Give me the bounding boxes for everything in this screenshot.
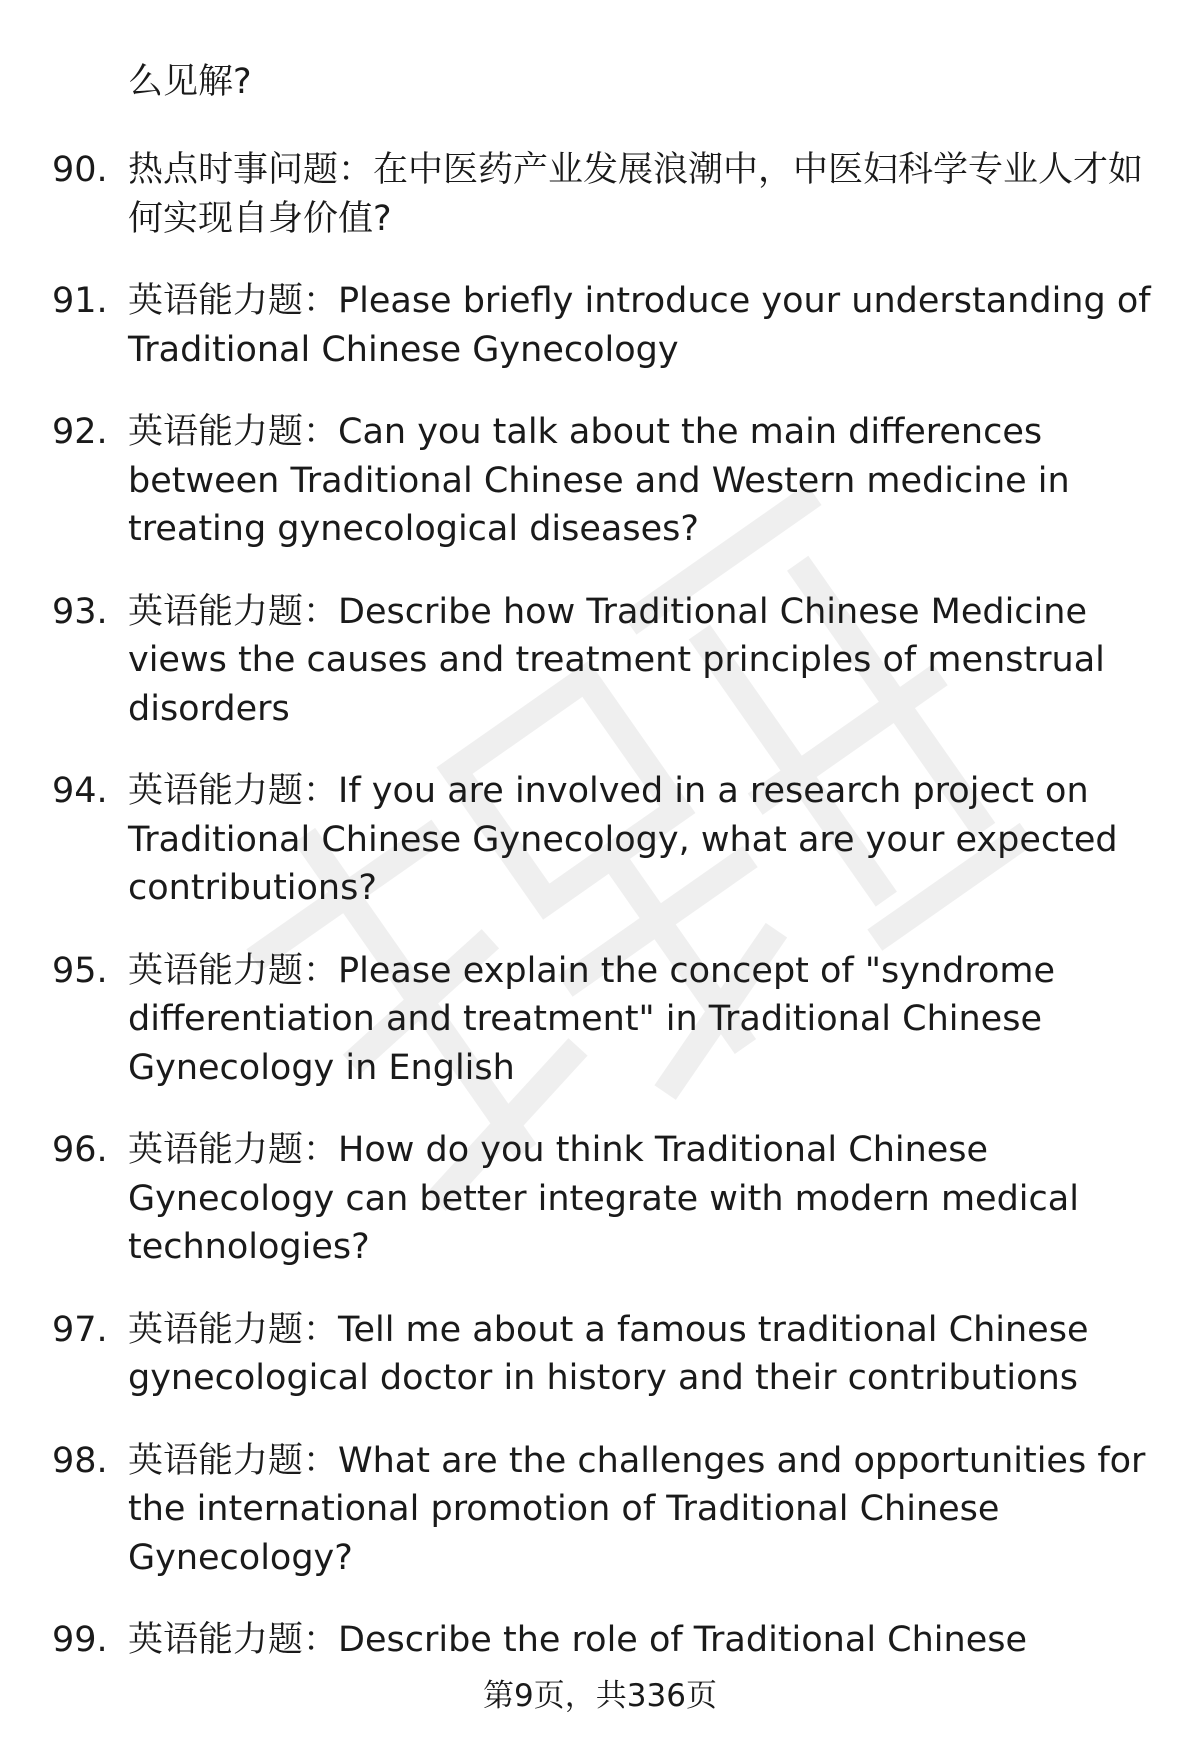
page-footer: 第9页，共336页 <box>483 1678 717 1714</box>
question-number: 90. <box>52 150 108 190</box>
continuation-text: 么见解? <box>128 62 252 102</box>
question-number: 93. <box>52 591 108 632</box>
question-text: How do you think Traditional Chinese Gynecology can better integrate with modern medical technologies? <box>128 1130 1079 1267</box>
question-item <box>0 947 1200 1093</box>
question-category: 热点时事问题： <box>128 150 374 190</box>
question-item <box>0 588 1200 734</box>
question-category: 英语能力题： <box>128 281 339 321</box>
question-item <box>0 408 1200 554</box>
question-category: 英语能力题： <box>128 950 339 991</box>
question-item <box>0 767 1200 913</box>
question-number: 94. <box>52 771 108 811</box>
question-category: 英语能力题： <box>128 412 339 452</box>
question-category: 英语能力题： <box>128 1130 339 1170</box>
question-category: 英语能力题： <box>128 1620 339 1660</box>
question-number: 97. <box>52 1309 108 1350</box>
question-text: What are the challenges and opportunities for the international promotion of Traditional Chinese Gynecology? <box>128 1440 1146 1578</box>
question-item <box>0 1126 1200 1272</box>
question-number: 96. <box>52 1130 108 1170</box>
question-number: 91. <box>52 281 108 321</box>
question-category: 英语能力题： <box>128 591 339 632</box>
question-text: Describe the role of Traditional Chinese <box>338 1620 1027 1660</box>
question-item <box>0 1306 1200 1403</box>
question-text: If you are involved in a research project on Traditional Chinese Gynecology, what are your expected contributions? <box>128 771 1118 908</box>
question-number: 92. <box>52 412 108 452</box>
question-text: Please explain the concept of "syndrome differentiation and treatment" in Traditional Chinese Gynecology in English <box>128 950 1055 1088</box>
question-item <box>0 277 1200 374</box>
question-text: Please briefly introduce your understanding of Traditional Chinese Gynecology <box>128 281 1151 370</box>
question-text: Tell me about a famous traditional Chinese gynecological doctor in history and their contributions <box>128 1309 1089 1398</box>
question-text: Describe how Traditional Chinese Medicine views the causes and treatment principles of menstrual disorders <box>128 591 1105 729</box>
question-item <box>0 1616 1200 1665</box>
question-category: 英语能力题： <box>128 1309 339 1350</box>
question-text: Can you talk about the main differences between Traditional Chinese and Western medicine in treating gynecological diseases? <box>128 412 1070 549</box>
question-category: 英语能力题： <box>128 771 339 811</box>
question-number: 98. <box>52 1440 108 1481</box>
question-category: 英语能力题： <box>128 1440 339 1481</box>
question-item <box>0 1437 1200 1583</box>
question-list <box>0 146 1200 1699</box>
question-text: 在中医药产业发展浪潮中，中医妇科学专业人才如何实现自身价值? <box>128 150 1144 239</box>
question-number: 99. <box>52 1620 108 1660</box>
question-number: 95. <box>52 950 108 991</box>
question-item <box>0 146 1200 243</box>
